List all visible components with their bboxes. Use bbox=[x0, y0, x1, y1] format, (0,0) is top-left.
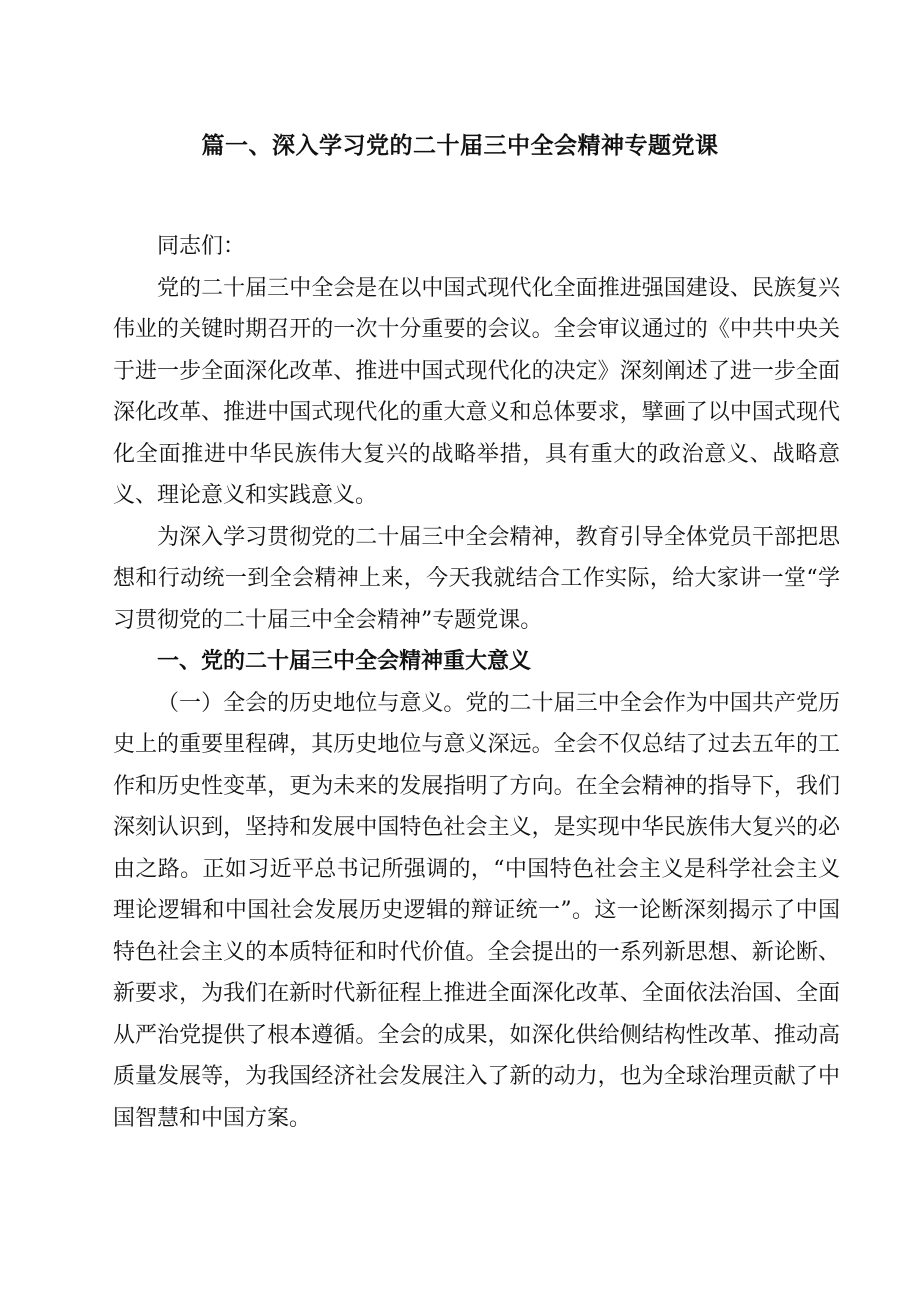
document-title: 篇一、深入学习党的二十届三中全会精神专题党课 bbox=[201, 132, 719, 159]
section-heading: 一、党的二十届三中全会精神重大意义 bbox=[157, 648, 532, 674]
paragraph-intro: 党的二十届三中全会是在以中国式现代化全面推进强国建设、民族复兴伟业的关键时期召开的一次十分重要的会议。全会审议通过的《中共中央关于进一步全面深化改革、推进中国式现代化的决定》深刻阐述了进一步全面深化改革、推进中国式现代化的重大意义和总体要求，擘画了以中国式现代化全面推进中华民族伟大复兴的战略举措，具有重大的政治意义、战略意义、理论意义和实践意义。 bbox=[113, 275, 840, 508]
greeting: 同志们： bbox=[157, 234, 246, 259]
section-paragraph: （一）全会的历史地位与意义。党的二十届三中全会作为中国共产党历史上的重要里程碑，其历史地位与意义深远。全会不仅总结了过去五年的工作和历史性变革，更为未来的发展指明了方向。在全会精神的指导下，我们深刻认识到，坚持和发展中国特色社会主义，是实现中华民族伟大复兴的必由之路。正如习近平总书记所强调的，“中国特色社会主义是科学社会主义理论逻辑和中国社会发展历史逻辑的辩证统一”。这一论断深刻揭示了中国特色社会主义的本质特征和时代价值。全会提出的一系列新思想、新论断、新要求，为我们在新时代新征程上推进全面深化改革、全面依法治国、全面从严治党提供了根本遵循。全会的成果，如深化供给侧结构性改革、推动高质量发展等，为我国经济社会发展注入了新的动力，也为全球治理贡献了中国智慧和中国方案。 bbox=[113, 690, 840, 1131]
paragraph-purpose: 为深入学习贯彻党的二十届三中全会精神，教育引导全体党员干部把思想和行动统一到全会精神上来，今天我就结合工作实际，给大家讲一堂“学习贯彻党的二十届三中全会精神”专题党课。 bbox=[113, 524, 840, 633]
document-body bbox=[113, 226, 840, 1139]
